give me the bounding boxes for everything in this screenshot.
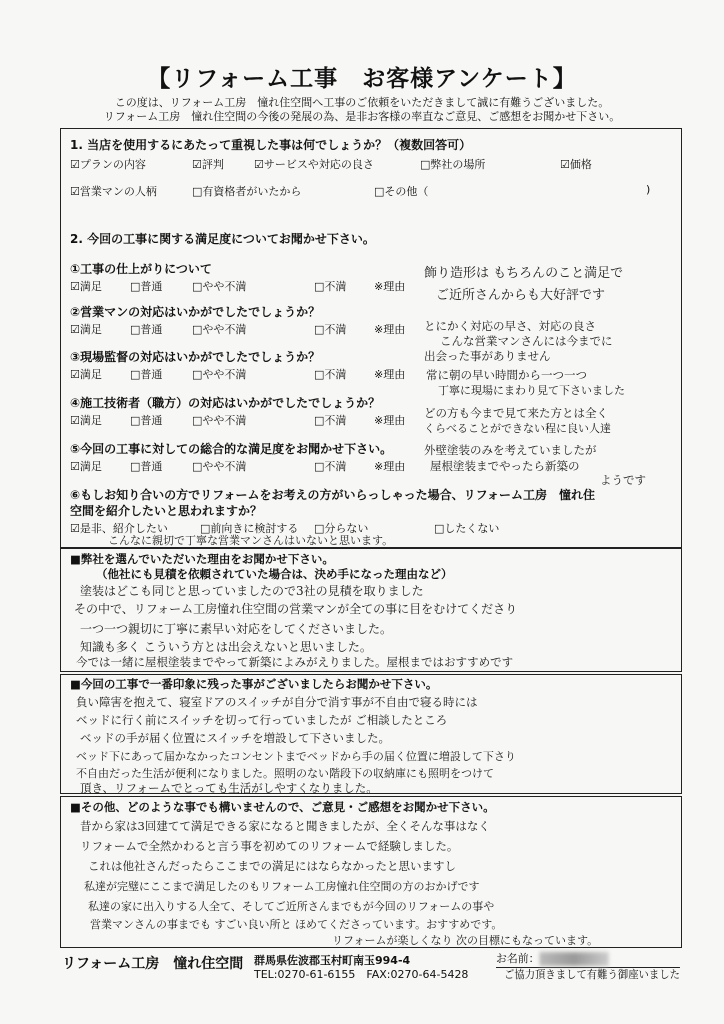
hw-reason-line-2: その中で、リフォーム工房憧れ住空間の営業マンが全ての事に目をむけてくださり (74, 602, 518, 616)
footer-thanks: ご協力頂きまして有難う御座いました (504, 968, 680, 981)
intro-line-2: リフォーム工房 憧れ住空間の今後の発展の為、是非お客様の率直なご意見、ご感想をお聞かせ下さい。 (103, 110, 621, 123)
q2-item-5-dissatisfied[interactable]: □不満 (314, 460, 347, 473)
hw-comment-line-6: 営業マンさんの事までも すごい良い所と ほめてくださっています。おすすめです。 (90, 918, 503, 931)
q2-item-5-label: ⑤今回の工事に対しての総合的な満足度をお聞かせ下さい。 (70, 442, 393, 456)
impression-title: ■今回の工事で一番印象に残った事がございましたらお聞かせ下さい。 (70, 677, 438, 691)
hw-reason-2a: とにかく対応の早さ、対応の良さ (424, 319, 597, 333)
page-title: 【リフォーム工事 お客様アンケート】 (147, 66, 577, 92)
hw-reason-5c: ようです (600, 473, 646, 487)
q2-item-5-satisfied[interactable]: ☑満足 (70, 460, 102, 473)
reason-title-2: （他社にも見積を依頼されていた場合は、決め手になった理由など） (96, 567, 453, 581)
q2-item-2-label: ②営業マンの対応はいかがでしたでしょうか？ (70, 305, 321, 319)
hw-q6-comment: こんなに親切で丁寧な営業マンさんはいないと思います。 (108, 534, 394, 547)
q2-item-5-normal[interactable]: □普通 (130, 460, 163, 473)
q2-item-5-reason: ※理由 (374, 460, 406, 473)
hw-reason-5b: 屋根塗装までやったら新築の (430, 459, 580, 473)
reason-title-1: ■弊社を選んでいただいた理由をお聞かせ下さい。 (70, 552, 334, 566)
hw-reason-4a: どの方も今まで見て来た方とは全く (424, 406, 608, 420)
hw-reason-line-5: 今では一緒に屋根塗装までやって新築によみがえりました。屋根まではおすすめです (76, 655, 514, 669)
hw-impression-line-3: ベッドの手が届く位置にスイッチを増設して下さいました。 (80, 731, 391, 745)
hw-impression-line-6: 頂き、リフォームでとっても生活がしやすくなりました。 (80, 781, 378, 795)
q2-item-3-normal[interactable]: □普通 (130, 368, 163, 381)
q1-other-close: ) (646, 183, 651, 196)
hw-reason-2c: 出会った事がありません (424, 349, 551, 363)
q1-title: 1. 当店を使用するにあたって重視した事は何でしょうか？（複数回答可） (70, 138, 472, 152)
hw-reason-5a: 外壁塗装のみを考えていましたが (424, 443, 597, 457)
q2-item-4-dissatisfied[interactable]: □不満 (314, 414, 347, 427)
q6-option-recommend[interactable]: ☑是非、紹介したい (70, 522, 168, 535)
hw-comment-line-5: 私達の家に出入りする人全て、そしてご近所さんまでもが今回のリフォームの事や (88, 900, 495, 913)
hw-reason-4b: くらべることができない程に良い人達 (424, 422, 611, 435)
hw-reason-3a: 常に朝の早い時間から一つ一つ (426, 368, 587, 382)
q2-item-4-normal[interactable]: □普通 (130, 414, 163, 427)
q2-item-3-reason: ※理由 (374, 368, 406, 381)
q2-item-3-label: ③現場監督の対応はいかがでしたでしょうか？ (70, 350, 321, 364)
hw-impression-line-1: 負い障害を抱えて、寝室ドアのスイッチが自分で消す事が不自由で寝る時には (76, 695, 478, 709)
comments-title: ■その他、どのような事でも構いませんので、ご意見・ご感想をお聞かせ下さい。 (70, 800, 495, 814)
q6-option-consider[interactable]: □前向きに検討する (200, 522, 299, 535)
q2-item-4-satisfied[interactable]: ☑満足 (70, 414, 102, 427)
hw-reason-1b: ご近所さんからも大好評です (436, 288, 606, 303)
q2-item-4-label: ④施工技術者（職方）の対応はいかがでしたでしょうか？ (70, 396, 381, 410)
q2-item-2-satisfied[interactable]: ☑満足 (70, 323, 102, 336)
hw-comment-line-4: 私達が完璧にここまで満足したのもリフォーム工房憧れ住空間の方のおかげです (84, 880, 480, 893)
q6-title-2: 空間を紹介したいと思われますか？ (70, 504, 263, 518)
hw-comment-line-7: リフォームが楽しくなり 次の目標にもなっています。 (332, 934, 599, 947)
q1-option-salesman[interactable]: ☑営業マンの人柄 (70, 185, 157, 198)
q1-option-price[interactable]: ☑価格 (560, 158, 592, 171)
q2-item-3-satisfied[interactable]: ☑満足 (70, 368, 102, 381)
hw-comment-line-2: リフォームで全然かわると言う事を初めてのリフォームで経験しました。 (80, 839, 459, 853)
hw-reason-line-4: 知識も多く こういう方とは出会えないと思いました。 (80, 640, 372, 654)
hw-reason-1a: 飾り造形は もちろんのこと満足で (424, 266, 624, 281)
q1-option-other[interactable]: □その他（ (374, 185, 429, 198)
hw-impression-line-2: ベッドに行く前にスイッチを切って行っていましたが ご相談したところ (76, 713, 448, 727)
q1-option-plan[interactable]: ☑プランの内容 (70, 158, 146, 171)
footer-name-label: お名前： (496, 952, 540, 965)
q2-item-4-reason: ※理由 (374, 414, 406, 427)
q2-title: 2. 今回の工事に関する満足度についてお聞かせ下さい。 (70, 232, 375, 246)
q2-item-2-somewhat[interactable]: □やや不満 (192, 323, 247, 336)
q6-option-unsure[interactable]: □分らない (314, 522, 369, 535)
q2-item-2-reason: ※理由 (374, 323, 406, 336)
q2-item-5-somewhat[interactable]: □やや不満 (192, 460, 247, 473)
hw-impression-line-4: ベッド下にあって届かなかったコンセントまでベッドから手の届く位置に増設して下さり (76, 750, 516, 763)
q2-item-1-label: ①工事の仕上がりについて (70, 262, 212, 276)
q2-item-1-normal[interactable]: □普通 (130, 280, 163, 293)
q2-item-1-dissatisfied[interactable]: □不満 (314, 280, 347, 293)
hw-comment-line-3: これは他社さんだったらここまでの満足にはならなかったと思いますし (88, 859, 456, 873)
q6-option-no[interactable]: □したくない (434, 522, 500, 535)
footer-tel-fax: TEL:0270-61-6155 FAX:0270-64-5428 (254, 968, 469, 981)
q2-item-1-somewhat[interactable]: □やや不満 (192, 280, 247, 293)
hw-reason-line-3: 一つ一つ親切に丁寧に素早い対応をしてくださいました。 (80, 622, 393, 636)
hw-impression-line-5: 不自由だった生活が便利になりました。照明のない階段下の収納庫にも照明をつけて (76, 767, 494, 780)
q1-option-service[interactable]: ☑サービスや対応の良さ (254, 158, 374, 171)
redacted-name (540, 952, 609, 966)
hw-reason-2b: こんな営業マンさんには今までに (440, 334, 613, 348)
q2-item-2-normal[interactable]: □普通 (130, 323, 163, 336)
hw-reason-3b: 丁寧に現場にまわり見て下さいました (438, 384, 625, 397)
hw-comment-line-1: 昔から家は3回建てて満足できる家になると聞きましたが、全くそんな事はなく (80, 819, 490, 833)
footer-address: 群馬県佐波郡玉村町南玉994-4 (254, 954, 411, 967)
q1-option-location[interactable]: □弊社の場所 (420, 158, 486, 171)
q2-item-4-somewhat[interactable]: □やや不満 (192, 414, 247, 427)
q2-item-3-dissatisfied[interactable]: □不満 (314, 368, 347, 381)
q1-option-qualified[interactable]: □有資格者がいたから (192, 185, 302, 198)
hw-reason-line-1: 塗装はどこも同じと思っていましたので3社の見積を取りました (80, 584, 424, 598)
footer-company: リフォーム工房 憧れ住空間 (62, 956, 244, 972)
q1-option-reputation[interactable]: ☑評判 (192, 158, 224, 171)
q2-item-2-dissatisfied[interactable]: □不満 (314, 323, 347, 336)
intro-line-1: この度は、リフォーム工房 憧れ住空間へ工事のご依頼をいただきまして誠に有難うございました。 (114, 96, 610, 109)
q2-item-1-satisfied[interactable]: ☑満足 (70, 280, 102, 293)
q2-item-3-somewhat[interactable]: □やや不満 (192, 368, 247, 381)
q6-title-1: ⑥もしお知り合いの方でリフォームをお考えの方がいらっしゃった場合、リフォーム工房 憧れ住 (70, 488, 595, 502)
q2-item-1-reason: ※理由 (374, 280, 406, 293)
